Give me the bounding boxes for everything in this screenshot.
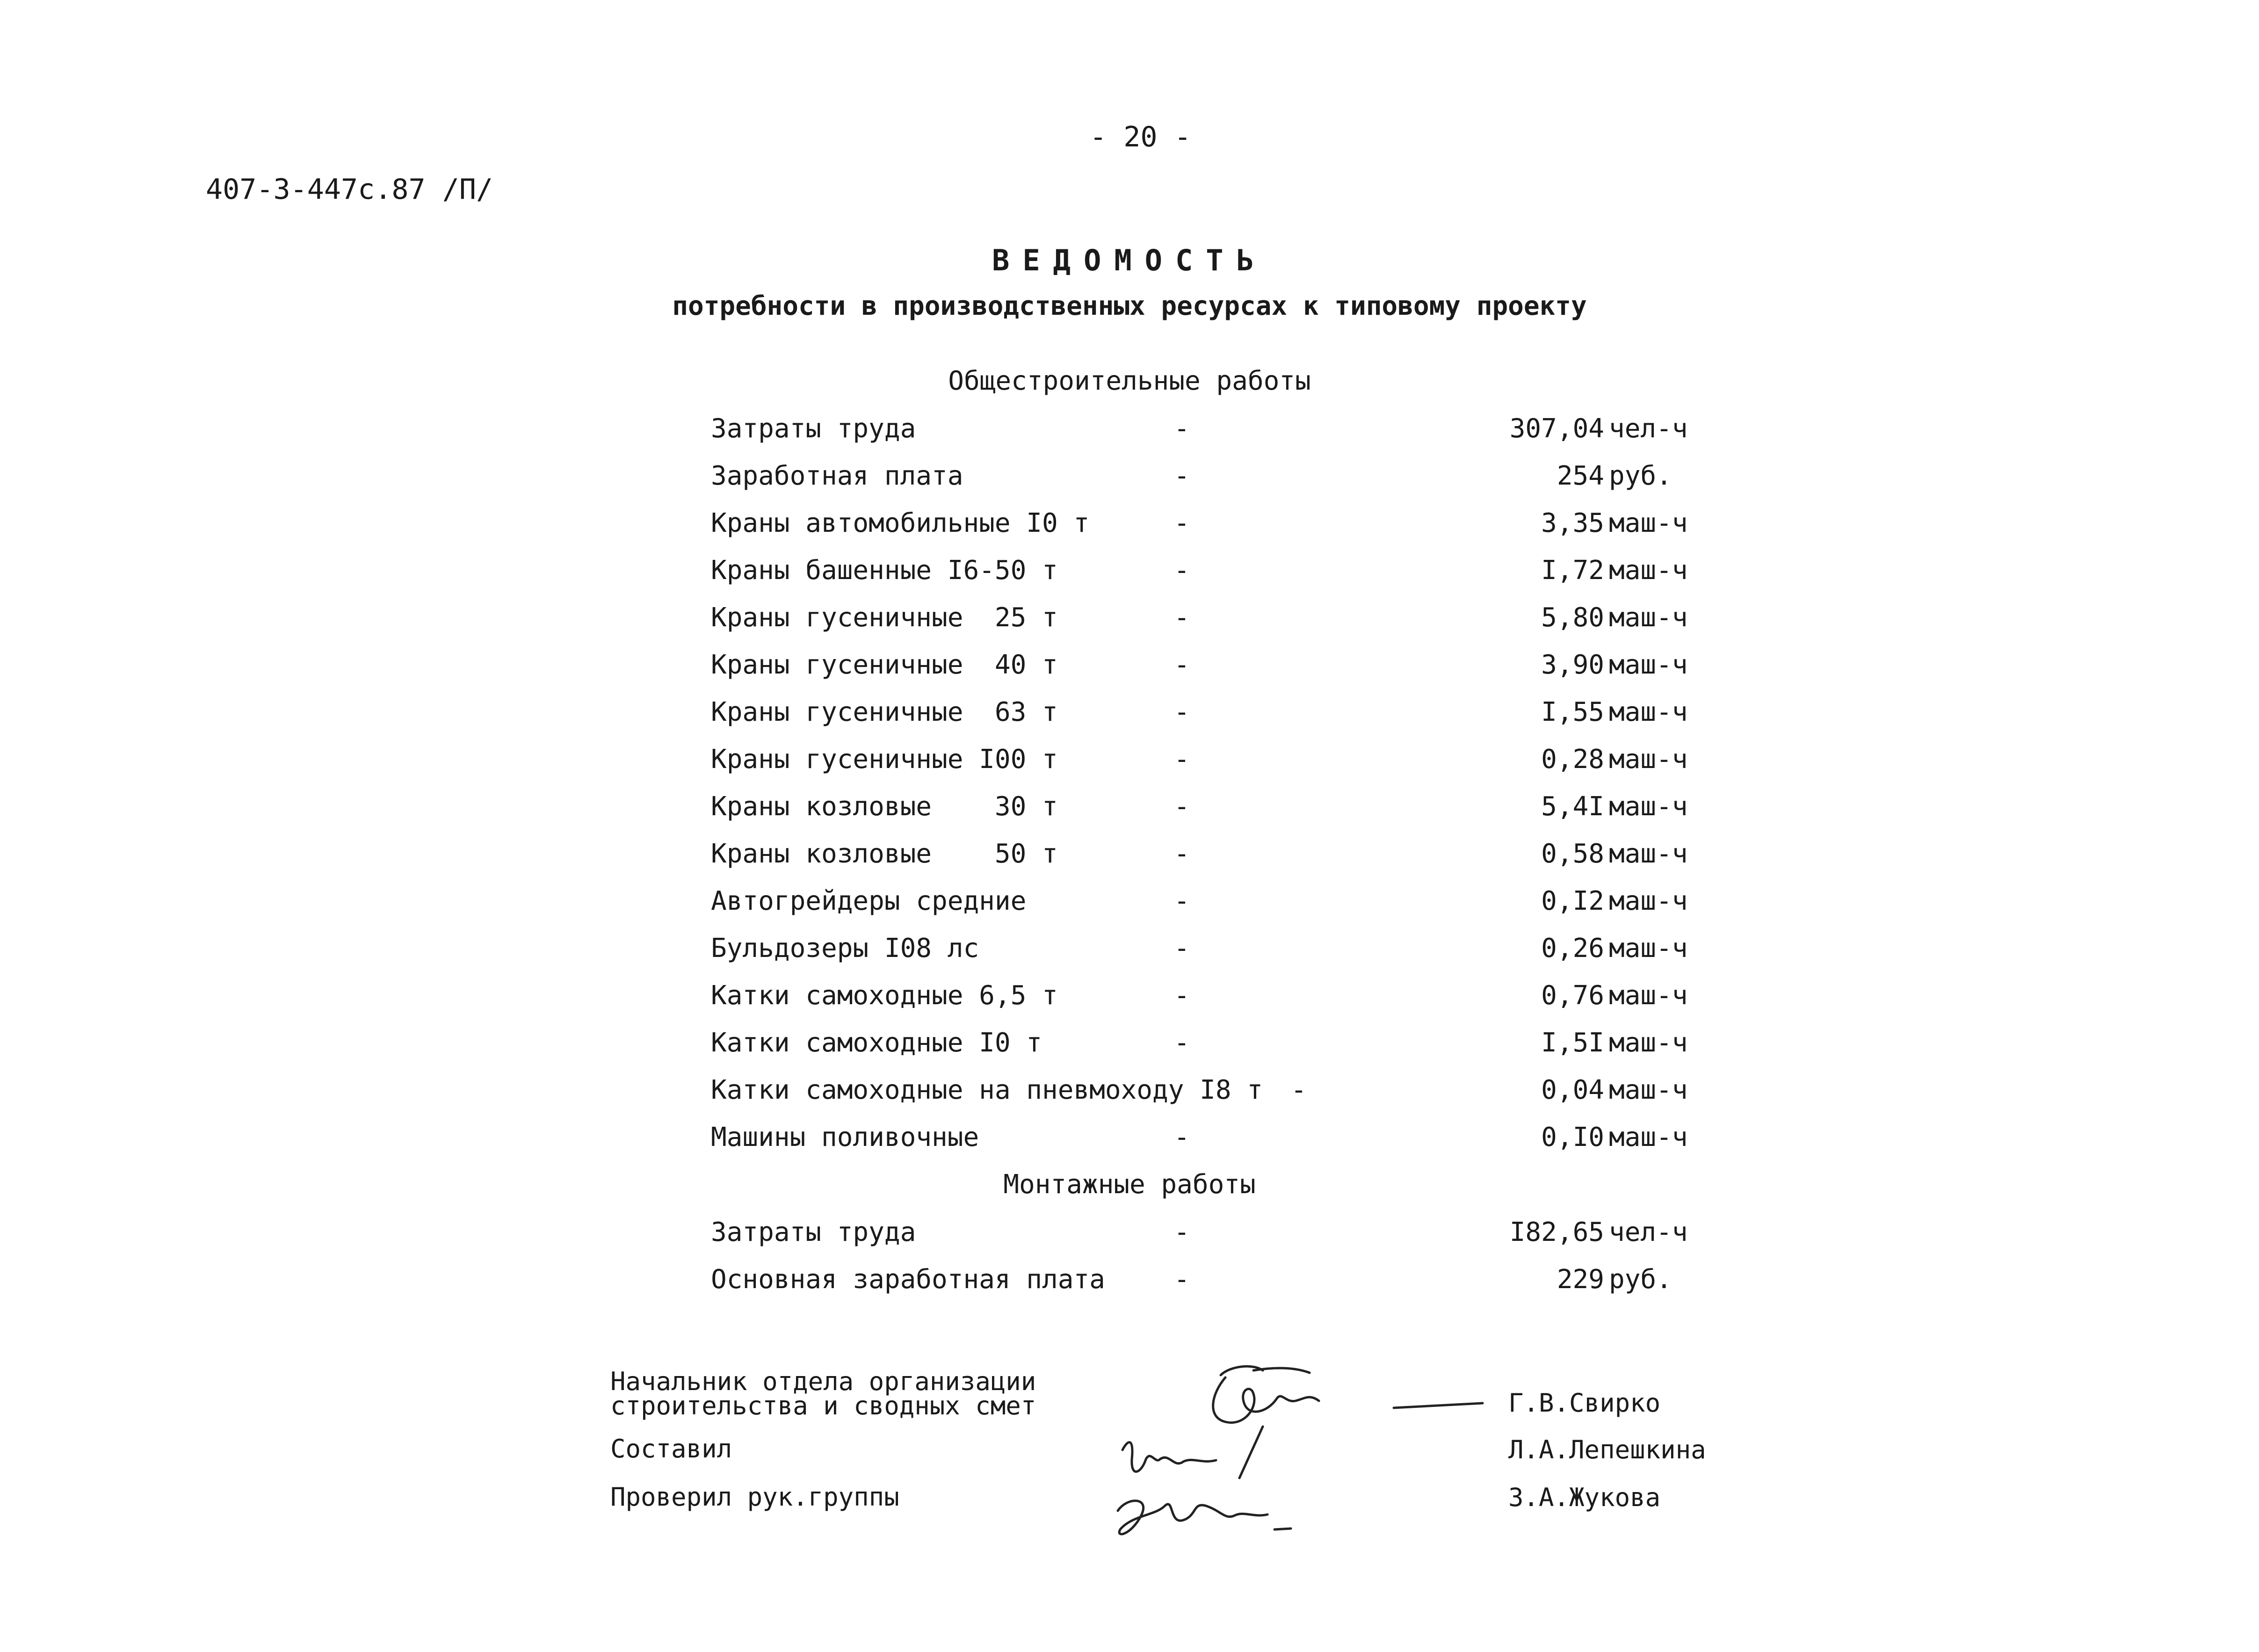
dash: - xyxy=(1174,791,1190,822)
resource-row xyxy=(0,1122,2259,1169)
resource-value: 3,35 xyxy=(1541,508,1604,538)
resource-unit: маш-ч xyxy=(1609,1028,1688,1058)
resource-unit: чел-ч xyxy=(1609,1217,1688,1247)
resource-row xyxy=(0,1264,2259,1311)
dash: - xyxy=(1174,886,1190,916)
signature-name-checker: З.А.Жукова xyxy=(1508,1483,1661,1512)
resource-row xyxy=(0,697,2259,744)
resource-name: Машины поливочные xyxy=(711,1122,979,1152)
resource-row xyxy=(0,461,2259,507)
page-number: - 20 - xyxy=(1090,121,1191,153)
resource-value: I,5I xyxy=(1541,1028,1604,1058)
signature-role-compiler: Составил xyxy=(610,1434,732,1464)
resource-unit: маш-ч xyxy=(1609,602,1688,633)
resource-row xyxy=(0,555,2259,602)
document-number: 407-3-447с.87 /П/ xyxy=(206,173,493,206)
resource-row xyxy=(0,980,2259,1027)
dash: - xyxy=(1174,508,1190,538)
dash: - xyxy=(1174,933,1190,964)
resource-value: 0,76 xyxy=(1541,980,1604,1011)
dash: - xyxy=(1174,839,1190,869)
resource-row xyxy=(0,744,2259,791)
resource-row xyxy=(0,1075,2259,1122)
resource-value: 5,4I xyxy=(1541,791,1604,822)
resource-row xyxy=(0,413,2259,460)
dash: - xyxy=(1174,744,1190,775)
resource-name: Катки самоходные на пневмоходу I8 т xyxy=(711,1075,1263,1105)
resource-row xyxy=(0,508,2259,555)
resource-value: 307,04 xyxy=(1509,413,1604,444)
resource-name: Краны гусеничные 40 т xyxy=(711,650,1058,680)
dash: - xyxy=(1174,602,1190,633)
resource-name: Бульдозеры I08 лс xyxy=(711,933,979,964)
resource-unit: маш-ч xyxy=(1609,980,1688,1011)
resource-value: 0,26 xyxy=(1541,933,1604,964)
resource-name: Затраты труда xyxy=(711,1217,916,1247)
document-title: ВЕДОМОСТЬ xyxy=(992,243,1267,277)
dash: - xyxy=(1174,461,1190,491)
resource-value: 3,90 xyxy=(1541,650,1604,680)
resource-name: Заработная плата xyxy=(711,461,963,491)
signature-role-head: Начальник отдела организации строительства и сводных смет xyxy=(610,1367,1036,1420)
dash: - xyxy=(1174,413,1190,444)
resource-name: Краны козловые 50 т xyxy=(711,839,1058,869)
resource-unit: маш-ч xyxy=(1609,1075,1688,1105)
dash: - xyxy=(1174,1122,1190,1152)
resource-value: 254 xyxy=(1557,461,1604,491)
resource-value: 0,I2 xyxy=(1541,886,1604,916)
resource-row xyxy=(0,650,2259,696)
resource-name: Краны гусеничные I00 т xyxy=(711,744,1058,775)
dash: - xyxy=(1174,980,1190,1011)
resource-unit: маш-ч xyxy=(1609,791,1688,822)
resource-unit: маш-ч xyxy=(1609,886,1688,916)
resource-value: 5,80 xyxy=(1541,602,1604,633)
resource-name: Катки самоходные I0 т xyxy=(711,1028,1043,1058)
resource-value: 0,04 xyxy=(1541,1075,1604,1105)
resource-value: 0,28 xyxy=(1541,744,1604,775)
resource-row xyxy=(0,1028,2259,1074)
dash: - xyxy=(1174,1028,1190,1058)
signature-name-compiler: Л.А.Лепешкина xyxy=(1508,1435,1706,1464)
resource-row xyxy=(0,933,2259,980)
section-heading-assembly: Монтажные работы xyxy=(1003,1169,1256,1200)
resource-row xyxy=(0,602,2259,649)
document-subtitle: потребности в производственных ресурсах к типовому проекту xyxy=(672,291,1587,321)
resource-name: Краны башенные I6-50 т xyxy=(711,555,1058,586)
resource-value: 0,I0 xyxy=(1541,1122,1604,1152)
resource-unit: чел-ч xyxy=(1609,413,1688,444)
resource-unit: маш-ч xyxy=(1609,508,1688,538)
dash: - xyxy=(1174,697,1190,727)
resource-value: 0,58 xyxy=(1541,839,1604,869)
resource-name: Затраты труда xyxy=(711,413,916,444)
dash: - xyxy=(1174,1264,1190,1295)
resource-unit: маш-ч xyxy=(1609,650,1688,680)
dash: - xyxy=(1174,555,1190,586)
resource-value: I82,65 xyxy=(1509,1217,1604,1247)
handwritten-signatures xyxy=(1113,1356,1487,1553)
resource-row xyxy=(0,886,2259,933)
resource-name: Краны гусеничные 25 т xyxy=(711,602,1058,633)
resource-name: Основная заработная плата xyxy=(711,1264,1105,1295)
section-heading-general: Общестроительные работы xyxy=(948,366,1311,396)
resource-unit: руб. xyxy=(1609,1264,1672,1295)
resource-unit: маш-ч xyxy=(1609,933,1688,964)
signature-name-head: Г.В.Свирко xyxy=(1508,1388,1661,1418)
resource-unit: маш-ч xyxy=(1609,744,1688,775)
resource-row xyxy=(0,839,2259,885)
resource-value: 229 xyxy=(1557,1264,1604,1295)
dash: - xyxy=(1291,1075,1307,1105)
resource-name: Катки самоходные 6,5 т xyxy=(711,980,1058,1011)
resource-value: I,72 xyxy=(1541,555,1604,586)
resource-unit: маш-ч xyxy=(1609,697,1688,727)
resource-name: Краны гусеничные 63 т xyxy=(711,697,1058,727)
resource-unit: маш-ч xyxy=(1609,839,1688,869)
resource-unit: маш-ч xyxy=(1609,555,1688,586)
resource-value: I,55 xyxy=(1541,697,1604,727)
resource-name: Краны автомобильные I0 т xyxy=(711,508,1090,538)
resource-row xyxy=(0,1217,2259,1264)
resource-name: Краны козловые 30 т xyxy=(711,791,1058,822)
resource-row xyxy=(0,791,2259,838)
resource-unit: маш-ч xyxy=(1609,1122,1688,1152)
resource-name: Автогрейдеры средние xyxy=(711,886,1027,916)
dash: - xyxy=(1174,650,1190,680)
signature-role-checker: Проверил рук.группы xyxy=(610,1482,899,1512)
dash: - xyxy=(1174,1217,1190,1247)
resource-unit: руб. xyxy=(1609,461,1672,491)
